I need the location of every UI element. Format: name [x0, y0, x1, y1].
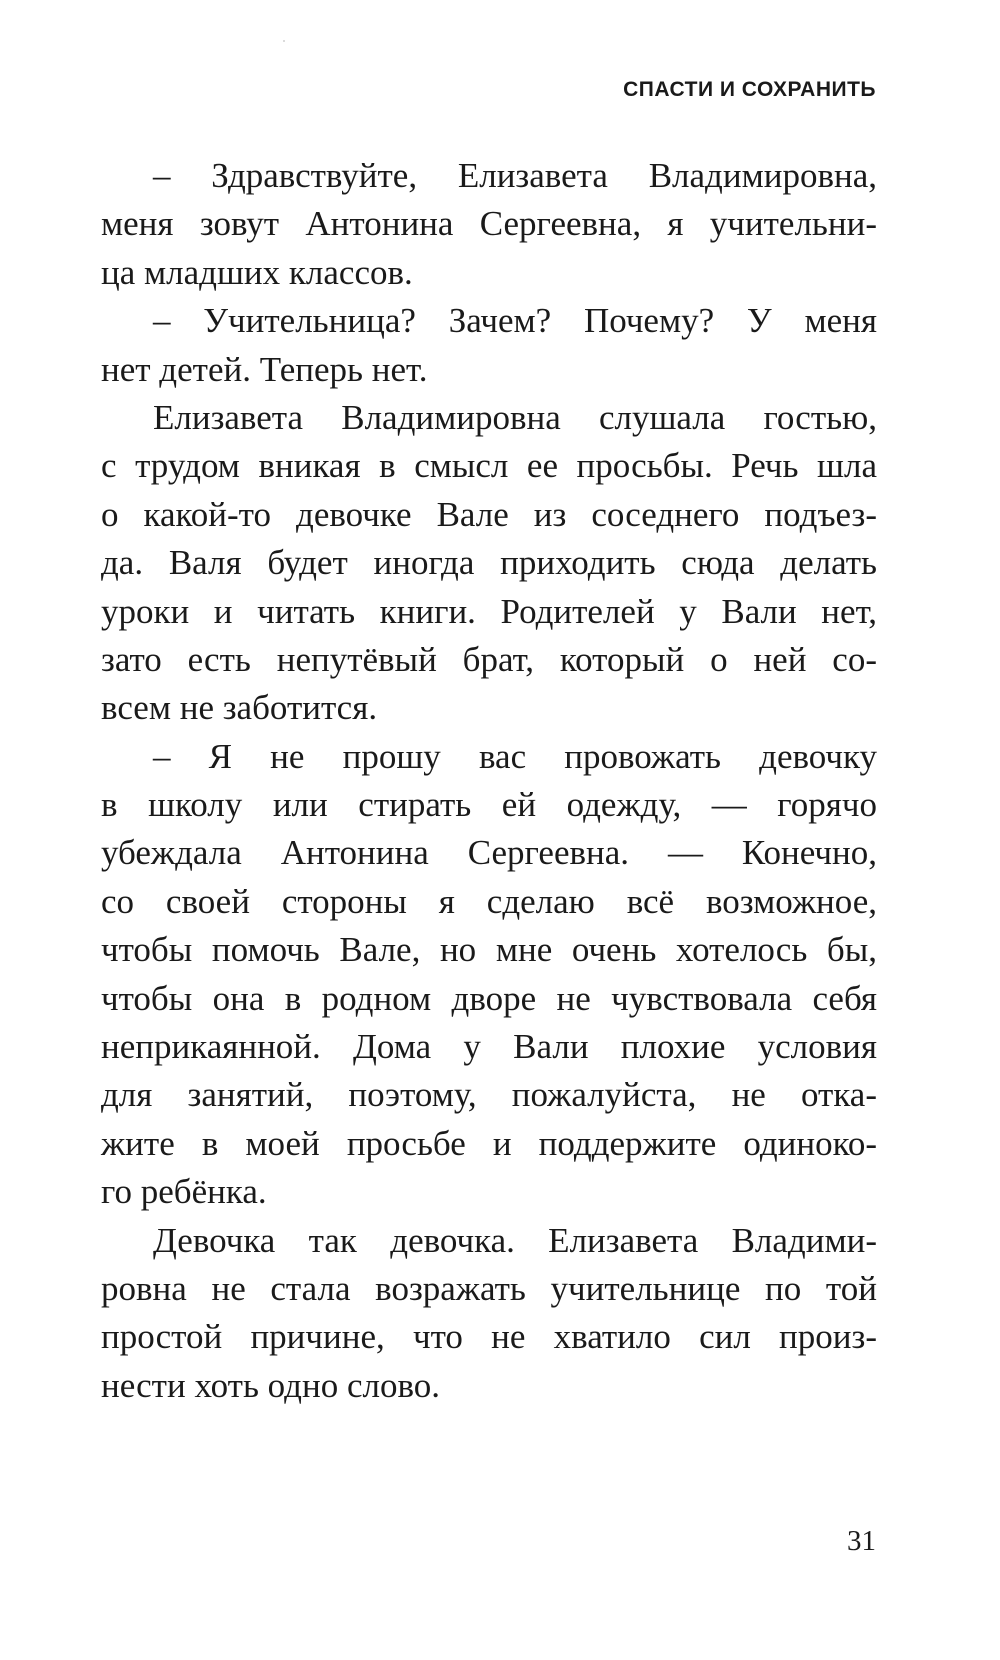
text-line: простой причине, что не хватило сил произ- [101, 1317, 877, 1357]
text-line: в школу или стирать ей одежду, — горячо [101, 785, 877, 825]
text-line: ца младших классов. [101, 252, 413, 292]
text-line: нести хоть одно слово. [101, 1365, 440, 1405]
text-line: зато есть непутёвый брат, который о ней со- [101, 639, 877, 679]
text-line: со своей стороны я сделаю всё возможное, [101, 881, 877, 921]
text-line: о какой-то девочке Вале из соседнего подъез- [101, 494, 877, 534]
body-text [101, 152, 877, 1410]
text-line: чтобы она в родном дворе не чувствовала себя [101, 978, 877, 1018]
text-line: чтобы помочь Вале, но мне очень хотелось бы, [101, 930, 877, 970]
text-line: с трудом вникая в смысл ее просьбы. Речь шла [101, 446, 877, 486]
text-line: Елизавета Владимировна слушала гостью, [153, 397, 877, 437]
text-line: го ребёнка. [101, 1172, 267, 1212]
text-line: меня зовут Антонина Сергеевна, я учительни- [101, 204, 877, 244]
page-number: 31 [847, 1525, 876, 1557]
text-line: ровна не стала возражать учительнице по той [101, 1268, 877, 1308]
text-line: нет детей. Теперь нет. [101, 349, 428, 389]
text-line: для занятий, поэтому, пожалуйста, не отка- [101, 1075, 877, 1115]
text-line: – Учительница? Зачем? Почему? У меня [153, 301, 877, 341]
text-line: да. Валя будет иногда приходить сюда делать [101, 543, 877, 583]
text-line: убеждала Антонина Сергеевна. — Конечно, [101, 833, 877, 873]
running-head: СПАСТИ И СОХРАНИТЬ [623, 78, 876, 101]
text-line: – Я не прошу вас провожать девочку [153, 736, 877, 776]
text-line: Девочка так девочка. Елизавета Владими- [153, 1220, 877, 1260]
text-line: – Здравствуйте, Елизавета Владимировна, [153, 156, 877, 195]
text-line: жите в моей просьбе и поддержите одиноко- [101, 1123, 877, 1163]
text-line: неприкаянной. Дома у Вали плохие условия [101, 1027, 877, 1067]
text-line: всем не заботится. [101, 688, 378, 728]
text-line: уроки и читать книги. Родителей у Вали нет, [101, 591, 877, 631]
paper-speck [283, 40, 285, 42]
